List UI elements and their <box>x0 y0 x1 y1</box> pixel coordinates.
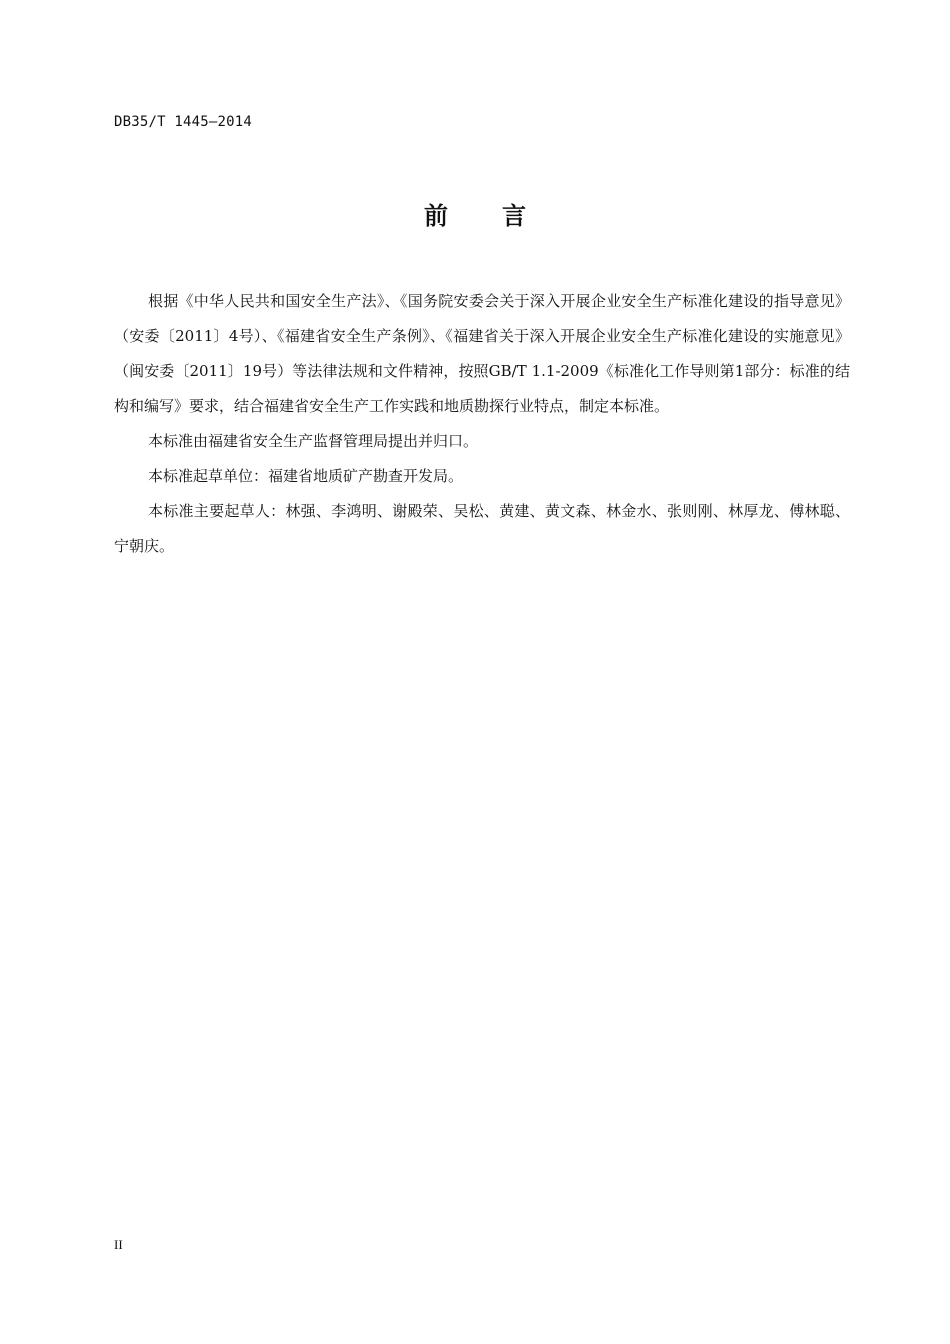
foreword-body <box>114 284 850 564</box>
page-title: 前言 <box>424 202 580 230</box>
foreword-paragraph-proposer: 本标准由福建省安全生产监督管理局提出并归口。 <box>148 432 479 450</box>
foreword-paragraph-drafting-unit: 本标准起草单位：福建省地质矿产勘查开发局。 <box>148 467 464 485</box>
foreword-paragraph-basis: 根据《中华人民共和国安全生产法》、《国务院安委会关于深入开展企业安全生产标准化建设的指导意见》（安委〔2011〕4号）、《福建省安全生产条例》、《福建省关于深入开展企业安全生产标准化建设的实施意见》（闽安委〔2011〕19号）等法律法规和文件精神，按照GB/T 1.1-2009《标准化工作导则第1部分：标准的结构和编写》要求，结合福建省安全生产工作实践和地质勘探行业特点，制定本标准。 <box>114 292 850 415</box>
foreword-paragraph-drafters: 本标准主要起草人：林强、李鸿明、谢殿荣、吴松、黄建、黄文森、林金水、张则刚、林厚龙、傅林聪、宁朝庆。 <box>114 502 850 555</box>
standard-code: DB35/T 1445—2014 <box>114 114 253 130</box>
page-number: II <box>114 1237 123 1252</box>
